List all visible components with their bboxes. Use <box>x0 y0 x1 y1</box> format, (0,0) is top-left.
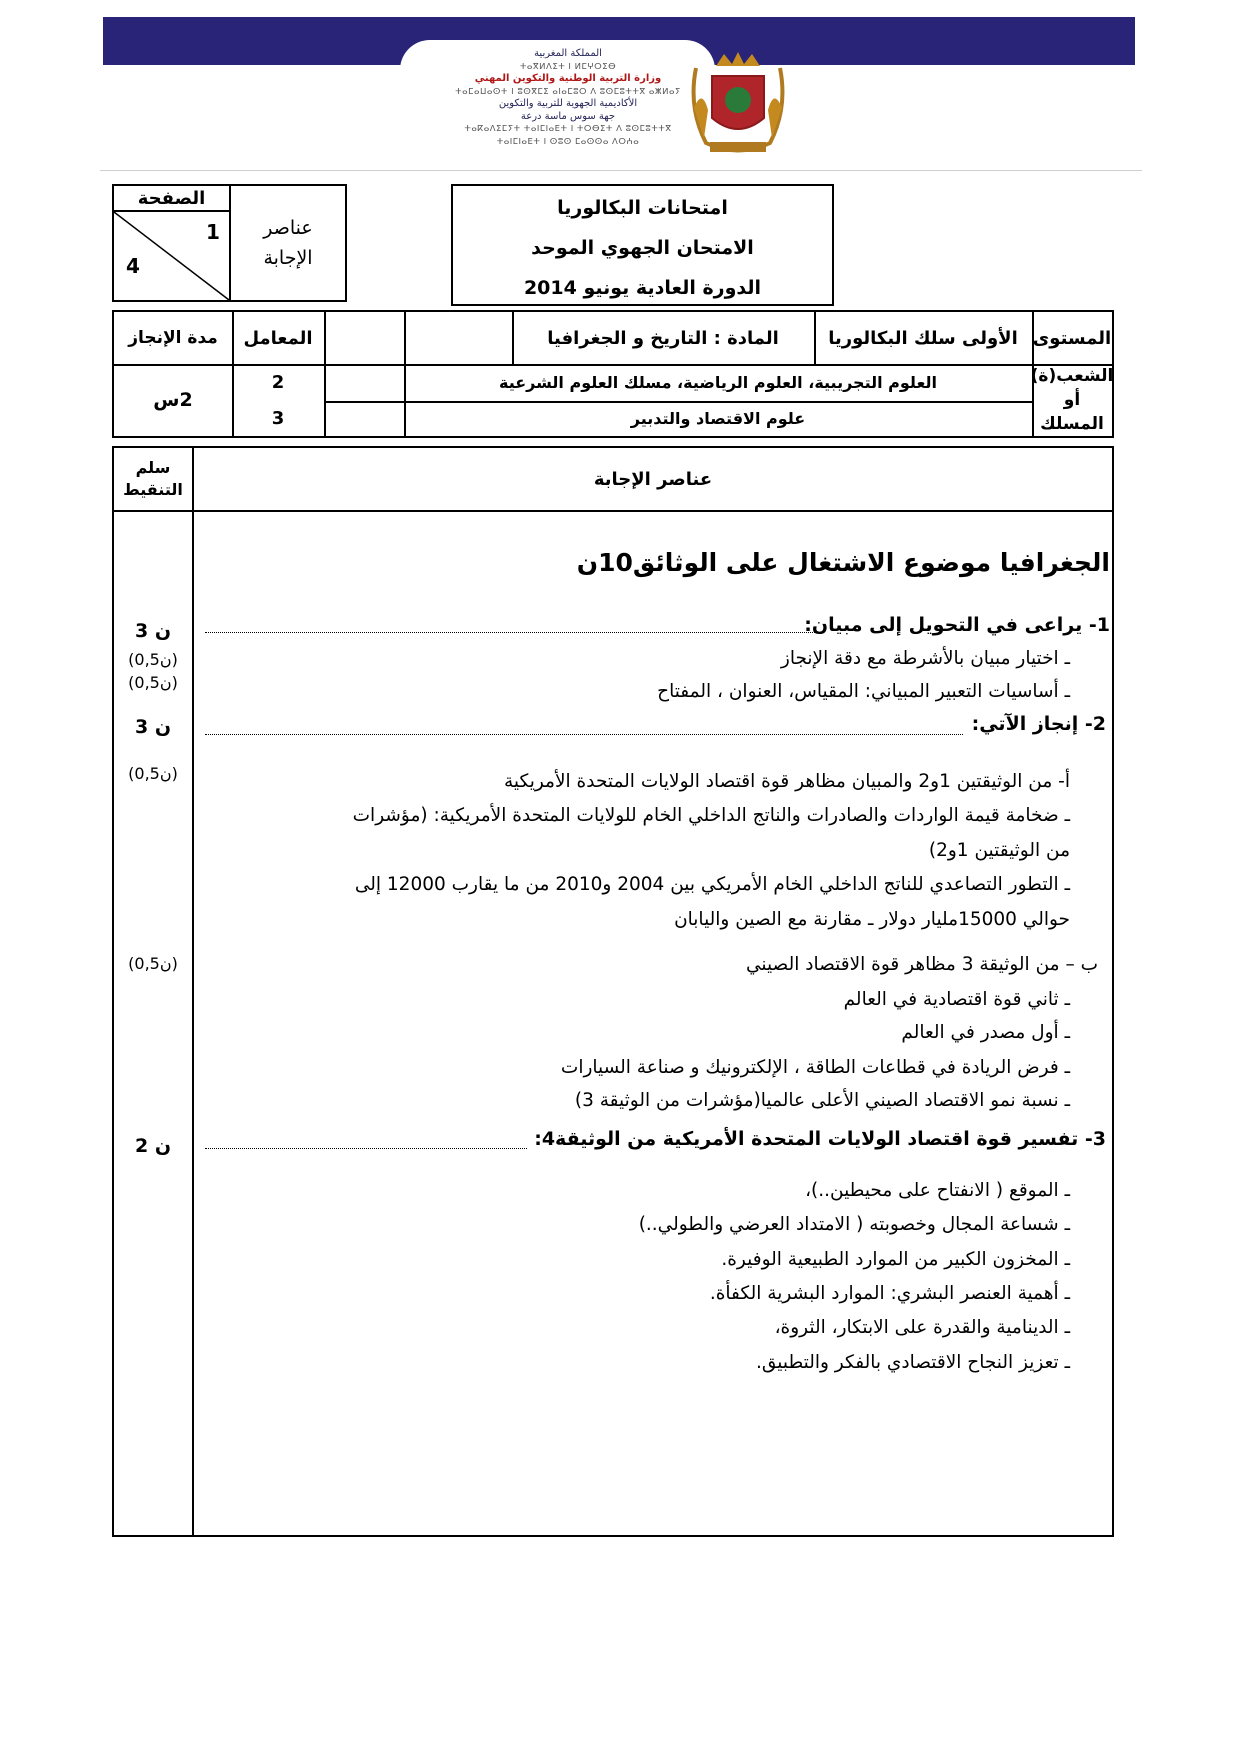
dotted-leader <box>205 632 817 633</box>
coef-label: المعامل <box>243 327 313 349</box>
branch-1: العلوم التجريبية، العلوم الرياضية، مسلك العلوم الشرعية <box>499 373 937 392</box>
ministry-line: ⵜⴰⵏⵎⵏⴰⴹⵜ ⵏ ⵙⵓⵙ ⵎⴰⵙⵙⴰ ⴷⵔⵄⴰ <box>496 136 640 147</box>
coat-of-arms-icon <box>686 48 790 158</box>
section-title: الجغرافيا موضوع الاشتغال على الوثائق10ن <box>576 548 1110 577</box>
page-number: 1 <box>206 220 220 244</box>
ministry-line: جهة سوس ماسة درعة <box>520 110 616 122</box>
answer-line: ـ الموقع ( الانفتاح على محيطين..)، <box>805 1180 1070 1201</box>
ministry-line: ⵜⴰⵎⴰⵡⴰⵙⵜ ⵏ ⵓⵙⴳⵎⵉ ⴰⵏⴰⵎⵓⵔ ⴷ ⵓⵙⵎⵓⵜⵜⴳ ⴰⵥⵍⴰⵢ <box>455 86 681 97</box>
answer-line: ـ ثاني قوة اقتصادية في العالم <box>843 989 1070 1010</box>
answer-line: ـ شساعة المجال وخصوبته ( الامتداد العرضي والطولي..) <box>638 1214 1070 1235</box>
page-label: الصفحة <box>114 186 229 212</box>
answer-line: ب – من الوثيقة 3 مظاهر قوة الاقتصاد الصيني <box>745 954 1098 975</box>
answer-line: 3- تفسير قوة اقتصاد الولايات المتحدة الأمريكية من الوثيقة4: <box>534 1128 1106 1150</box>
score-mark: (0,5ن) <box>128 673 178 692</box>
exam-title: امتحانات البكالوريا <box>557 197 728 219</box>
dotted-leader <box>205 734 963 735</box>
score-mark: (0,5ن) <box>128 764 178 783</box>
answer-line: حوالي 15000مليار دولار ـ مقارنة مع الصين واليابان <box>674 909 1070 930</box>
answer-line: ـ التطور التصاعدي للناتج الداخلي الخام الأمريكي بين 2004 و2010 من ما يقارب 12000 إلى <box>354 874 1070 895</box>
answer-line: ـ الدينامية والقدرة على الابتكار، الثروة، <box>774 1317 1070 1338</box>
answer-line: ـ فرض الريادة في قطاعات الطاقة ، الإلكترونيك و صناعة السيارات <box>560 1057 1070 1078</box>
ministry-line: وزارة التربية الوطنية والتكوين المهني <box>474 73 662 84</box>
score-mark: 2 ن <box>134 1135 172 1157</box>
info-table <box>112 310 1114 438</box>
exam-session: الدورة العادية يونيو 2014 <box>523 277 762 299</box>
score-mark: 3 ن <box>134 620 172 642</box>
scale-header: سلم التنقيط <box>123 458 183 499</box>
exam-subtitle: الامتحان الجهوي الموحد <box>531 237 754 259</box>
branch-2: علوم الاقتصاد والتدبير <box>630 409 806 428</box>
page-total: 4 <box>126 254 140 278</box>
coef-value-2: 3 <box>271 408 285 429</box>
answer-line: أ- من الوثيقتين 1و2 والمبيان مظاهر قوة اقتصاد الولايات المتحدة الأمريكية <box>503 771 1070 792</box>
answer-line: ـ أهمية العنصر البشري: الموارد البشرية الكفأة. <box>709 1283 1070 1304</box>
answer-line: ـ اختيار مبيان بالأشرطة مع دقة الإنجاز <box>780 648 1070 669</box>
score-mark: (0,5ن) <box>128 650 178 669</box>
answer-line: من الوثيقتين 1و2) <box>928 840 1070 861</box>
answer-line: ـ أساسيات التعبير المبياني: المقياس، العنوان ، المفتاح <box>657 681 1070 702</box>
answer-line: ـ ضخامة قيمة الواردات والصادرات والناتج الداخلي الخام للولايات المتحدة الأمريكية: (مؤشرات <box>352 805 1070 826</box>
ministry-line: المملكة المغربية <box>534 48 602 59</box>
answer-elements-box <box>229 184 347 302</box>
ministry-line: الأكاديمية الجهوية للتربية والتكوين <box>498 98 638 109</box>
branch-label: الشعب(ة) أو المسلك <box>1030 366 1114 434</box>
coef-value-1: 2 <box>271 372 285 393</box>
duration-label: مدة الإنجاز <box>128 328 218 348</box>
dotted-leader <box>205 1148 527 1149</box>
ministry-line: ⵜⴰⴳⵍⴷⵉⵜ ⵏ ⵍⵎⵖⵔⵉⴱ <box>519 61 617 72</box>
exam-title-box <box>451 184 834 306</box>
level-label: المستوى <box>1032 327 1112 349</box>
page-box <box>112 184 231 302</box>
answer-line: ـ أول مصدر في العالم <box>901 1022 1070 1043</box>
answer-elements-label: عناصر الإجابة <box>263 217 313 269</box>
answer-line: ـ المخزون الكبير من الموارد الطبيعية الوفيرة. <box>721 1249 1070 1270</box>
answer-line: 1- يراعى في التحويل إلى مبيان: <box>804 614 1110 636</box>
duration-value: 2س <box>153 389 193 411</box>
header-divider <box>100 170 1142 171</box>
answer-line: ـ نسبة نمو الاقتصاد الصيني الأعلى عالميا(مؤشرات من الوثيقة 3) <box>574 1090 1070 1111</box>
subject-label: المادة : التاريخ و الجغرافيا <box>547 327 779 349</box>
ministry-line: ⵜⴰⴽⴰⴷⵉⵎⵢⵜ ⵜⴰⵏⵎⵏⴰⴹⵜ ⵏ ⵜⵔⴱⵉⵜ ⴷ ⵓⵙⵎⵓⵜⵜⴳ <box>464 124 672 134</box>
answer-line: 2- إنجاز الآتي: <box>971 713 1106 735</box>
elements-header: عناصر الإجابة <box>593 468 713 490</box>
ministry-text <box>448 48 688 148</box>
score-mark: (0,5ن) <box>128 954 178 973</box>
answer-line: ـ تعزيز النجاح الاقتصادي بالفكر والتطبيق. <box>755 1352 1070 1373</box>
level-value: الأولى سلك البكالوريا <box>828 327 1018 349</box>
score-mark: 3 ن <box>134 716 172 738</box>
